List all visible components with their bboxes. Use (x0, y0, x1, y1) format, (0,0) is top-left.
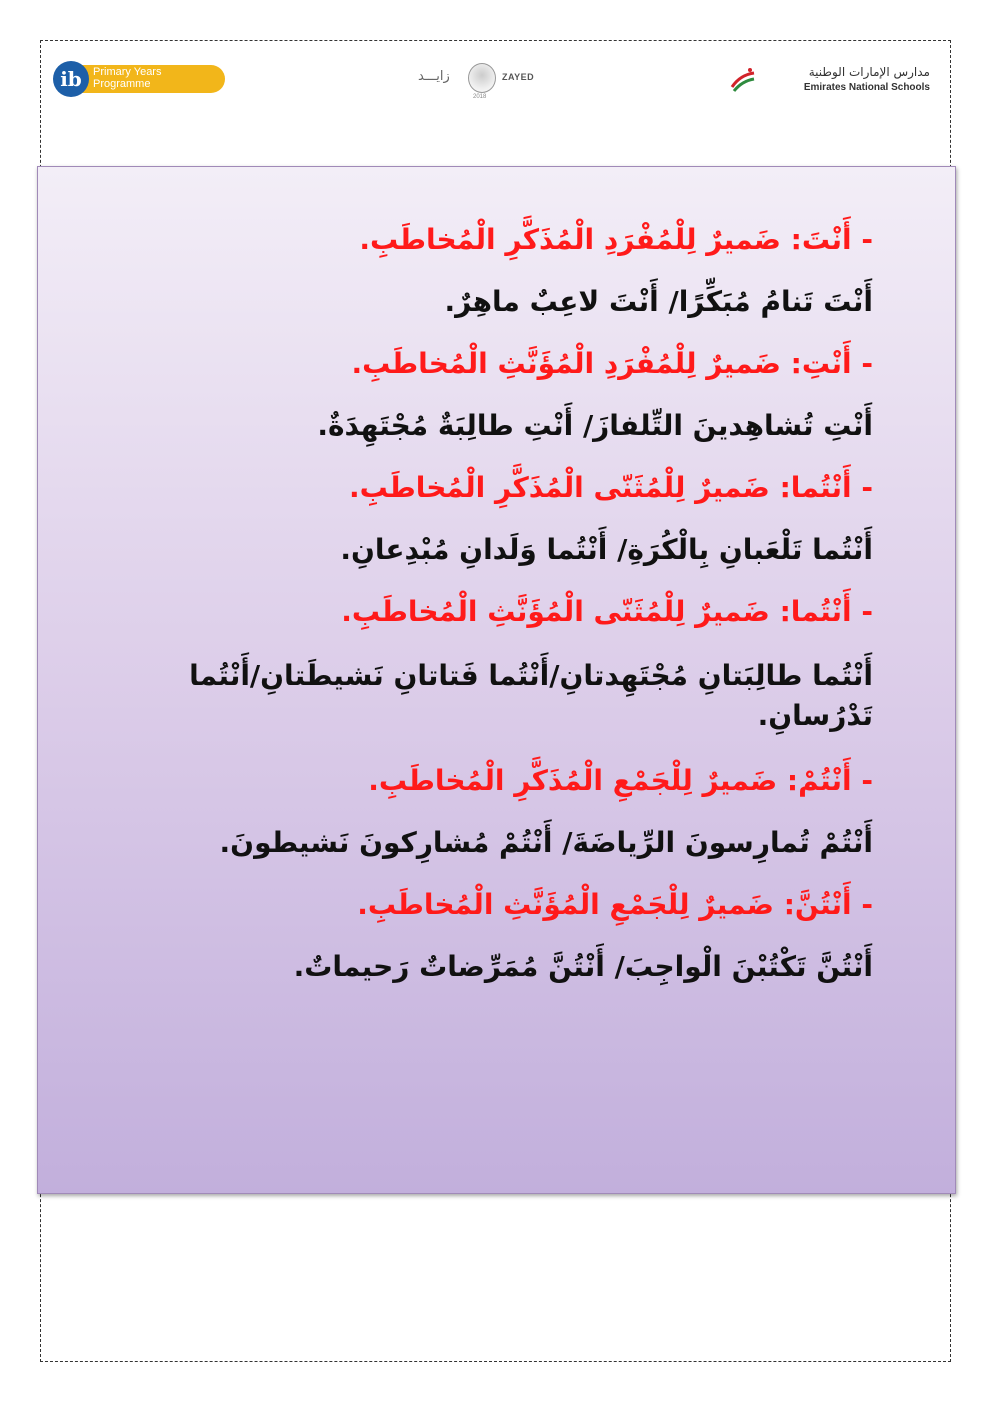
emirates-national-schools-logo (730, 63, 930, 99)
pronoun-example-sentence: أَنْتِ تُشاهِدينَ التِّلفازَ/ أَنْتِ طالِبَةٌ مُجْتَهِدَةٌ. (317, 409, 873, 442)
ens-logo-arabic: مدارس الإمارات الوطنية (808, 65, 930, 79)
year-of-zayed-logo (418, 63, 558, 103)
ib-logo-mark: ib (53, 61, 89, 97)
ens-swoosh-icon (730, 67, 756, 93)
ib-logo-line2: Programme (93, 78, 151, 90)
pronoun-example-sentence: أَنْتُما تَلْعَبانِ بِالْكُرَةِ/ أَنْتُما وَلَدانِ مُبْدِعانِ. (340, 533, 873, 566)
ib-pyp-logo (53, 61, 228, 97)
pronoun-definition-heading: - أَنْتِ: ضَميرٌ لِلْمُفْرَدِ الْمُؤَنَّثِ الْمُخاطَبِ. (351, 347, 873, 380)
pronoun-example-sentence: أَنْتُنَّ تَكْتُبْنَ الْواجِبَ/ أَنْتُنَّ مُمَرِّضاتٌ رَحيماتٌ. (293, 950, 873, 983)
pronoun-example-sentence: أَنْتُما طالِبَتانِ مُجْتَهِدتانِ/أَنْتُما فَتاتانِ نَشيطَتانِ/أَنْتُما تَدْرُسانِ. (189, 659, 873, 732)
zayed-logo-year: 2018 (473, 94, 487, 100)
pronoun-example-sentence: أَنْتُمْ تُمارِسونَ الرِّياضَةَ/ أَنْتُمْ مُشارِكونَ نَشيطونَ. (219, 826, 873, 859)
pronoun-list (173, 222, 873, 1011)
ens-logo-english: Emirates National Schools (803, 82, 930, 93)
ib-logo-text (93, 66, 161, 90)
zayed-logo-arabic: زايـــد (418, 69, 450, 84)
pronoun-definition-heading: - أَنْتُما: ضَميرٌ لِلْمُثَنّى الْمُؤَنَّثِ الْمُخاطَبِ. (341, 595, 873, 628)
pronoun-definition-heading: - أَنْتُمْ: ضَميرٌ لِلْجَمْعِ الْمُذَكَّرِ الْمُخاطَبِ. (368, 764, 873, 797)
ib-logo-line1: Primary Years (93, 66, 162, 78)
pronoun-definition-heading: - أَنْتُما: ضَميرٌ لِلْمُثَنّى الْمُذَكَّرِ الْمُخاطَبِ. (349, 471, 873, 504)
pronoun-example-sentence: أَنْتَ تَنامُ مُبَكِّرًا/ أَنْتَ لاعِبٌ ماهِرٌ. (444, 285, 873, 318)
zayed-logo-english: ZAYED (502, 72, 535, 82)
lesson-content-box (37, 166, 956, 1194)
pronoun-definition-heading: - أَنْتَ: ضَميرٌ لِلْمُفْرَدِ الْمُذَكَّرِ الْمُخاطَبِ. (359, 223, 873, 256)
zayed-portrait-icon (468, 63, 496, 93)
header (40, 55, 951, 105)
pronoun-definition-heading: - أَنْتُنَّ: ضَميرٌ لِلْجَمْعِ الْمُؤَنَّثِ الْمُخاطَبِ. (357, 888, 873, 921)
